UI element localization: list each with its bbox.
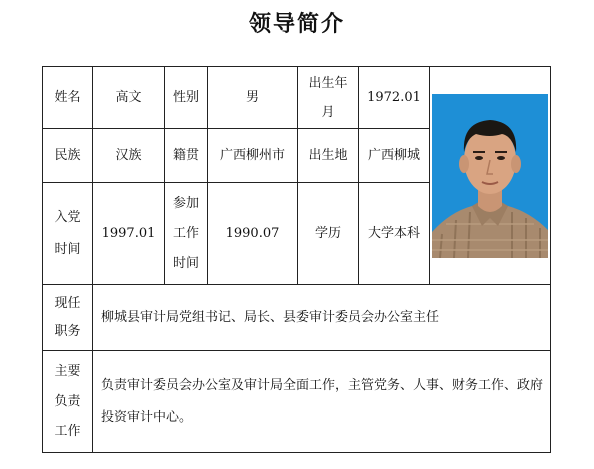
education-value: 大学本科 [359, 183, 430, 285]
page-title: 领导简介 [248, 11, 345, 37]
position-value: 柳城县审计局党组书记、局长、县委审计委员会办公室主任 [93, 285, 551, 351]
native-place-value: 广西柳州市 [208, 129, 298, 183]
party-date-label: 入党时间 [43, 183, 93, 285]
duties-label: 主要负责工作 [43, 351, 93, 453]
profile-table [42, 66, 551, 453]
ethnicity-label: 民族 [43, 129, 93, 183]
position-label: 现任职务 [43, 285, 93, 351]
education-label: 学历 [298, 183, 359, 285]
table-row [43, 351, 551, 453]
gender-value: 男 [208, 67, 298, 129]
native-place-label: 籍贯 [165, 129, 208, 183]
table-row [43, 67, 551, 129]
party-date-value: 1997.01 [93, 183, 165, 285]
work-start-value: 1990.07 [208, 183, 298, 285]
name-value: 高文 [93, 67, 165, 129]
ethnicity-value: 汉族 [93, 129, 165, 183]
birth-label: 出生年月 [298, 67, 359, 129]
birthplace-label: 出生地 [298, 129, 359, 183]
name-label: 姓名 [43, 67, 93, 129]
portrait-photo [432, 94, 548, 258]
table-row [43, 285, 551, 351]
gender-label: 性别 [165, 67, 208, 129]
duties-value: 负责审计委员会办公室及审计局全面工作，主管党务、人事、财务工作、政府投资审计中心。 [93, 351, 551, 453]
birth-value: 1972.01 [359, 67, 430, 129]
photo-cell [430, 67, 551, 285]
birthplace-value: 广西柳城 [359, 129, 430, 183]
work-start-label: 参加工作时间 [165, 183, 208, 285]
